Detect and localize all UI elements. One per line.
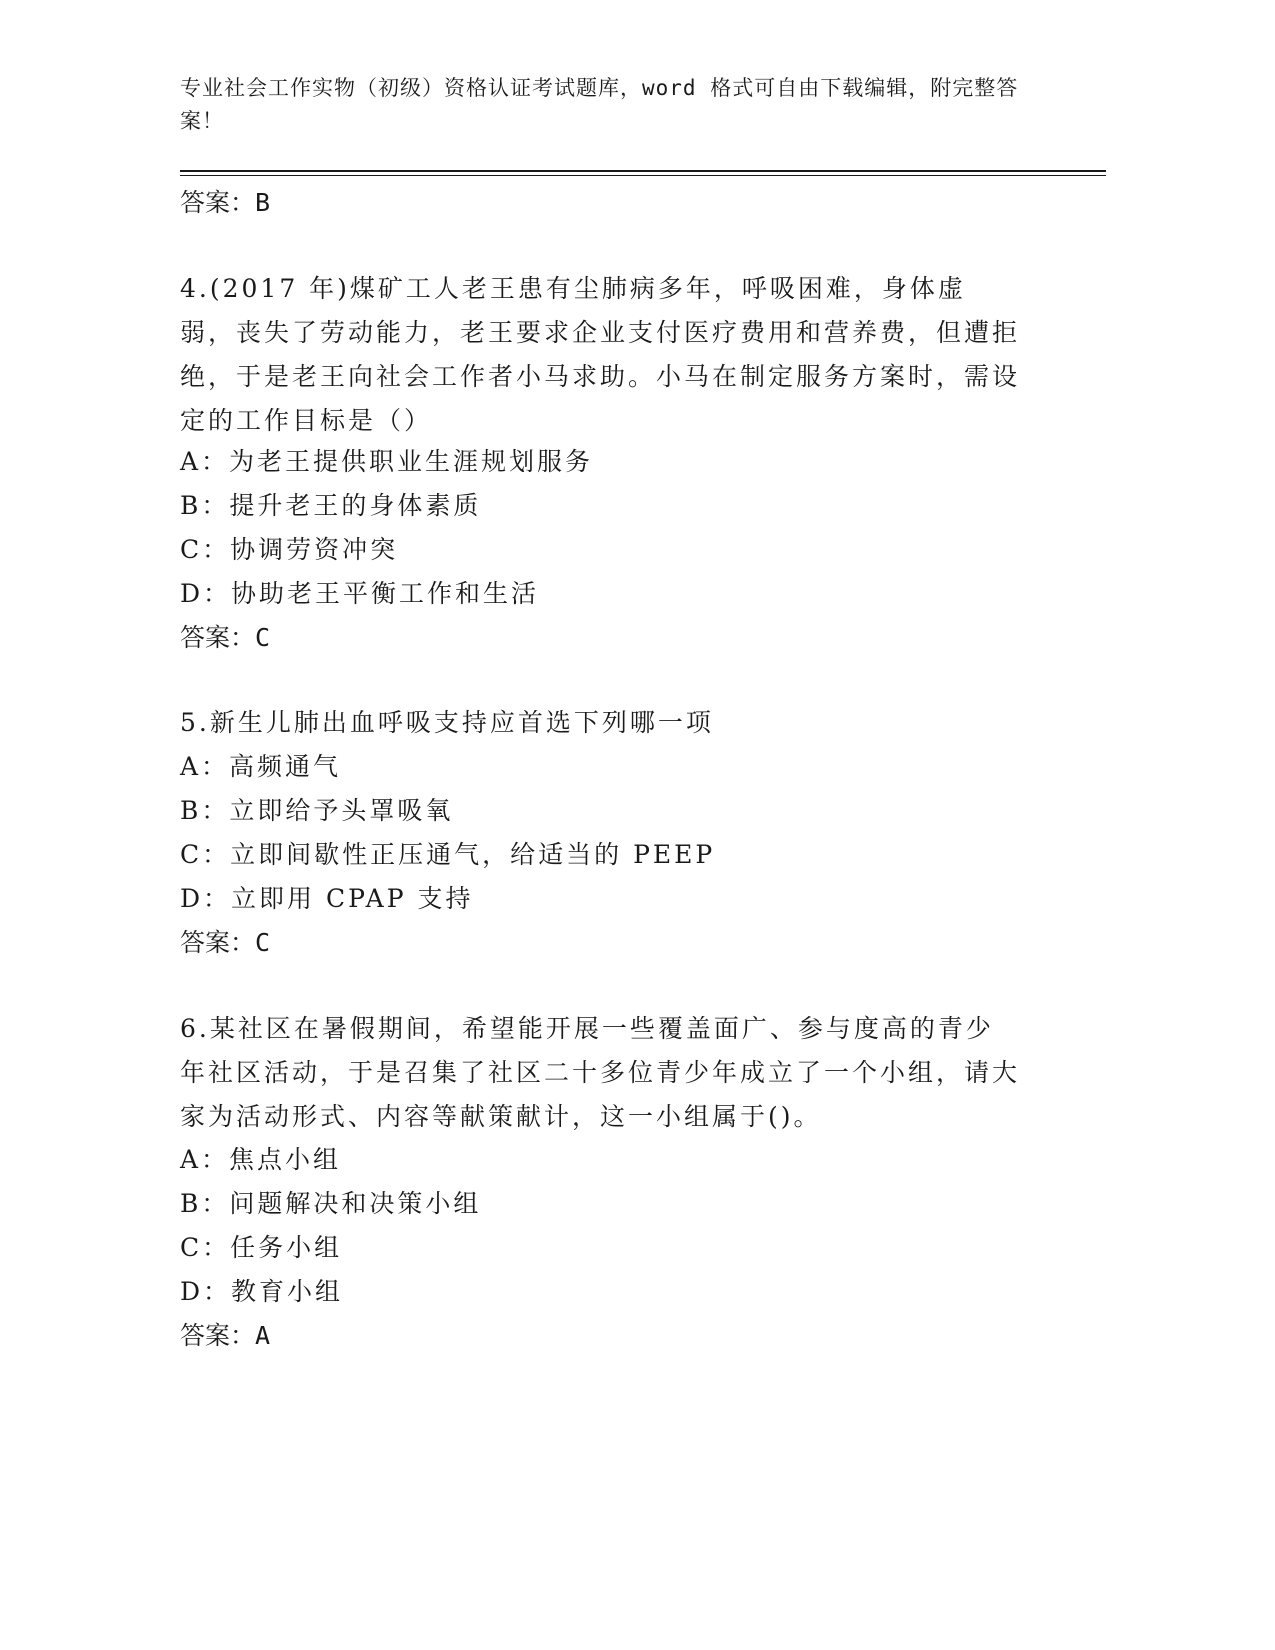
question-5-stem: 5.新生儿肺出血呼吸支持应首选下列哪一项	[180, 708, 714, 737]
header-divider-thin	[180, 175, 1106, 176]
question-5-option-c: C：立即间歇性正压通气，给适当的 PEEP	[180, 840, 716, 869]
page-header: 专业社会工作实物（初级）资格认证考试题库，word 格式可自由下载编辑，附完整答案！	[180, 76, 1019, 133]
question-4-answer: 答案：C	[180, 623, 271, 652]
question-6-option-c: C：任务小组	[180, 1233, 343, 1262]
question-6-option-b: B：问题解决和决策小组	[180, 1189, 482, 1218]
question-5-option-b: B：立即给予头罩吸氧	[180, 796, 454, 825]
question-5-option-a: A：高频通气	[180, 752, 342, 781]
question-5-option-d: D：立即用 CPAP 支持	[180, 884, 474, 913]
question-4-option-a: A：为老王提供职业生涯规划服务	[180, 447, 594, 476]
question-4-option-b: B：提升老王的身体素质	[180, 491, 482, 520]
question-6-option-d: D：教育小组	[180, 1277, 344, 1306]
question-5-answer: 答案：C	[180, 928, 271, 957]
question-4-option-c: C：协调劳资冲突	[180, 535, 399, 564]
question-6-stem: 6.某社区在暑假期间，希望能开展一些覆盖面广、参与度高的青少年社区活动，于是召集了社区二十多位青少年成立了一个小组，请大家为活动形式、内容等献策献计，这一小组属于()。	[180, 1014, 1021, 1131]
question-4-stem: 4.(2017 年)煤矿工人老王患有尘肺病多年，呼吸困难，身体虚弱，丧失了劳动能力，老王要求企业支付医疗费用和营养费，但遭拒绝，于是老王向社会工作者小马求助。小马在制定服务方案时，需设定的工作目标是（）	[180, 274, 1021, 435]
previous-answer: 答案：B	[180, 188, 271, 217]
question-6-answer: 答案：A	[180, 1321, 271, 1350]
question-4-option-d: D：协助老王平衡工作和生活	[180, 579, 540, 608]
question-6-option-a: A：焦点小组	[180, 1145, 342, 1174]
header-divider-thick	[180, 170, 1106, 172]
